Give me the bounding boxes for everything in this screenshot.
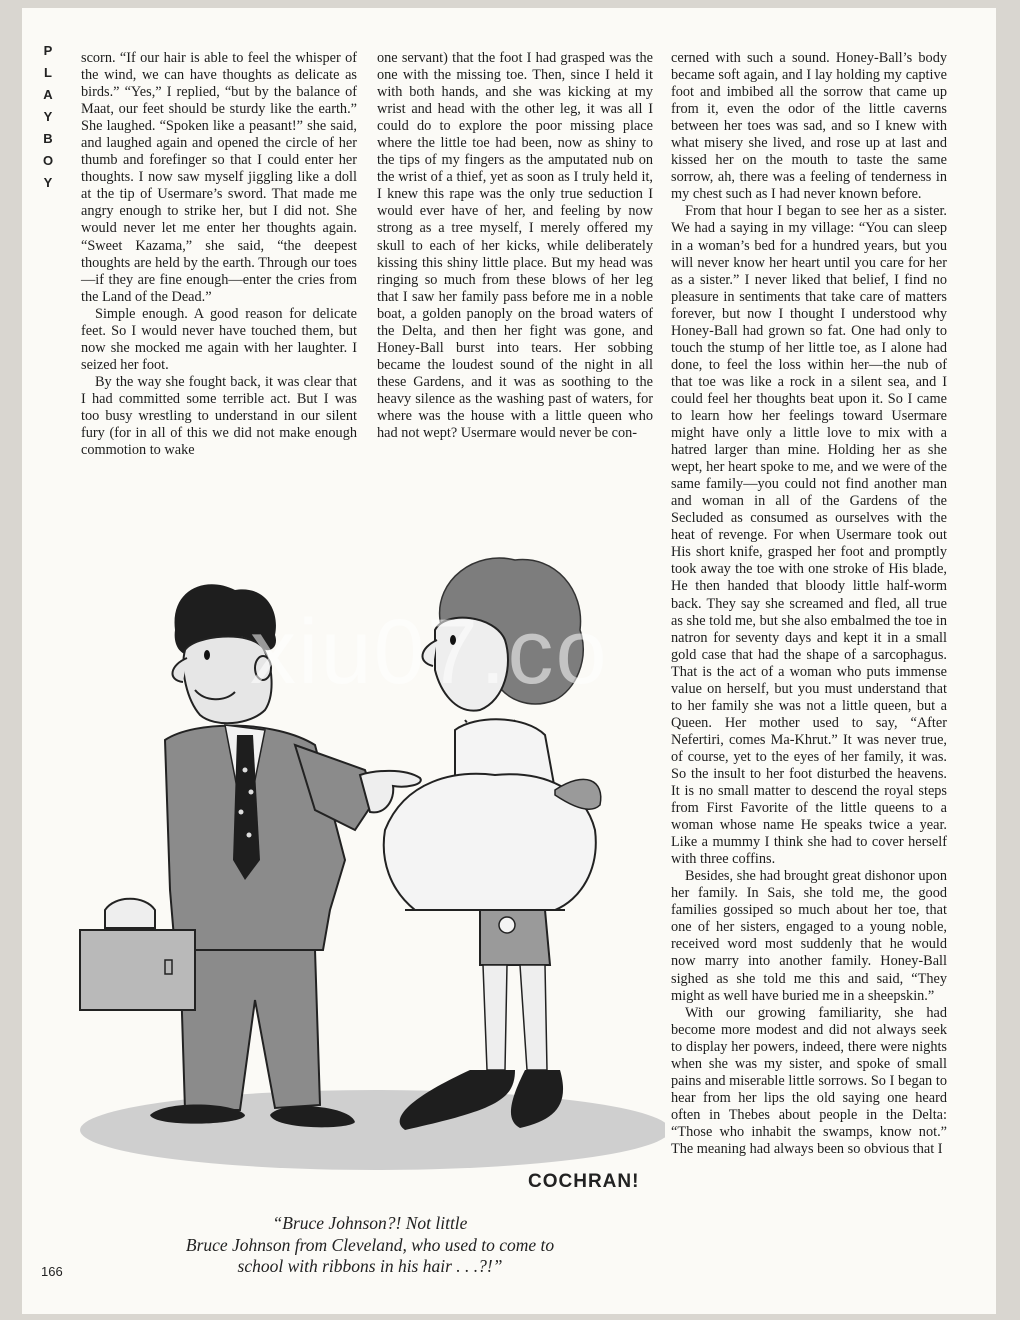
caption-line: school with ribbons in his hair . . .?!” — [237, 1256, 503, 1276]
paragraph: Simple enough. A good reason for delicate feet. So I would never have touched them, but now she mocked me again with her laughter. I seized her foot. — [81, 305, 357, 373]
paragraph: scorn. “If our hair is able to feel the whisper of the wind, we can have thoughts as delicate as birds.” “Yes,” I replied, “but by the balance of Maat, our feet should be sturdy like the earth.” She laughed. “Spoken like a peasant!” she said, and laughed again and opened the circle of her thumb and forefinger so that I could enter her thoughts. I now saw myself jiggling like a doll at the tip of Usermare’s sword. That made me angry enough to strike her, but I did not. She would never let me enter her thoughts again. “Sweet Kazama,” she said, “the deepest thoughts are held by the earth. Through our toes—if they are fine enough—enter the cries from the Land of the Dead.” — [81, 50, 357, 305]
cartoonist-signature: COCHRAN! — [528, 1171, 640, 1192]
floor-shadow — [80, 1090, 665, 1170]
man-figure — [80, 584, 421, 1127]
paragraph: Besides, she had brought great dishonor upon her family. In Sais, she told me, the good families gossiped so much about her toe, that one of her sisters, engaged to a young noble, received word most suddenly that he would now marry into another family. Honey-Ball sighed as she told me this and said, “They might as well have buried me in a sheepskin.” — [671, 868, 947, 1004]
sidebar-letter: A — [43, 87, 53, 102]
sidebar-letter: P — [43, 43, 53, 58]
magazine-sidebar-logo — [38, 40, 58, 194]
paragraph: cerned with such a sound. Honey-Ball’s body became soft again, and I lay holding my captive foot and imbibed all the sorrow that came up from it, even the odor of the little caverns between her toes was sad, and so I knew with what misery she lived, and rose up at last and kissed her on the mouth to taste the same sorrow, ah, there was a feeling of tenderness in my chest such as I had never known before. — [671, 50, 947, 203]
paragraph: one servant) that the foot I had grasped was the one with the missing toe. Then, since I held it with both hands, and she was kicking at my wrist and head with the other leg, it was all I could do to explore the poor missing place where the little toe had been, now as shiny to the tips of my fingers as the amputated nub on the wrist of a thief, yet as soon as I truly held it, I knew this rape was the only true seduction I would ever have of her, and feeling by now strong as a tree myself, I merely offered my skull to each of her kicks, while deliberately kissing this shiny little place. But my head was ringing so much from these blows of her leg that I saw her family pass before me in a noble boat, a golden panoply on the broad waters of the Delta, and then her fight was gone, and Honey-Ball burst into tears. Her sobbing became the loudest sound of the night in all these Gardens, and it was as soothing to the heavy silence as the washing past of waters, for where was the house with a little queen who had not wept? Usermare would never be con- — [377, 50, 653, 442]
sidebar-letter: Y — [43, 109, 53, 124]
sidebar-letter: O — [42, 153, 54, 168]
caption-line: Bruce Johnson from Cleveland, who used to come to — [185, 1234, 555, 1255]
paragraph: From that hour I began to see her as a sister. We had a saying in my village: “You can sleep in a woman’s bed for a hundred years, but you will never know her heart until you care for her as a sister.” I never liked that belief, I find no pleasure in sentiments that take care of matters forever, but now I thought I understood why Honey-Ball had grown so fat. One had only to touch the stump of her little toe, as I alone had done, to feel the loss within her—the nub of that toe was like a rock in a silent sea, and I could feel her thoughts beat upon it. So I came to learn how her feelings toward Usermare might have only a little love to mix with a hatred larger than mine. Holding her as she wept, her heart spoke to me, and we were of the same family—you could not find another man and woman in all of the Gardens of the Secluded as consumed as ourselves with the heat of revenge. For when Usermare took out His short knife, grasped her foot and promptly took away the toe with one stroke of His blade, He then handed that bloody little half-worm back. They say she screamed and fled, all true as she told me, but she also embalmed the toe in natron for seventy days and kept it in a small gold case that had the shape of a sarcophagus. That is the act of a woman who puts immense value on herself, but you must understand that to her family she was not a little queen, but a Queen. Her mother used to say, “After Nefertiri, comes Ma-Khrut.” It was never true, of course, yet to the eyes of her family, it was. So the insult to her foot disturbed the heavens. It is no small matter to descend the royal steps from First Favorite of the little queens to a woman whose name He speaks twice a year. Like a mummy I think she had to cover herself with three coffins. — [671, 203, 947, 868]
text-column-1 — [81, 50, 357, 459]
cartoon-caption — [110, 1213, 630, 1278]
text-column-2 — [377, 50, 653, 442]
sidebar-letter: L — [44, 65, 52, 80]
paragraph: With our growing familiarity, she had become more modest and did not always seek to display her powers, indeed, there were nights when she was my sister, and spoke of small pains and miserable little sorrows. So I began to hear from her lips the old saying one heard often in Thebes about people in the Delta: “Those who inhabit the swamps, know not.” The meaning had always been so obvious that I — [671, 1004, 947, 1157]
caption-line: “Bruce Johnson?! Not little — [272, 1213, 468, 1233]
text-column-3 — [671, 50, 947, 1158]
sidebar-letter: Y — [43, 175, 53, 190]
page-number: 166 — [41, 1264, 63, 1279]
watermark: xiu07.co — [250, 601, 609, 703]
woman-figure — [384, 558, 601, 1130]
cartoon-illustration — [75, 530, 665, 1200]
sidebar-letter: B — [43, 131, 53, 146]
paragraph: By the way she fought back, it was clear that I had committed some terrible act. But I was too busy wrestling to understand in our silent fury (for in all of this we did not make enough commotion to wake — [81, 373, 357, 459]
